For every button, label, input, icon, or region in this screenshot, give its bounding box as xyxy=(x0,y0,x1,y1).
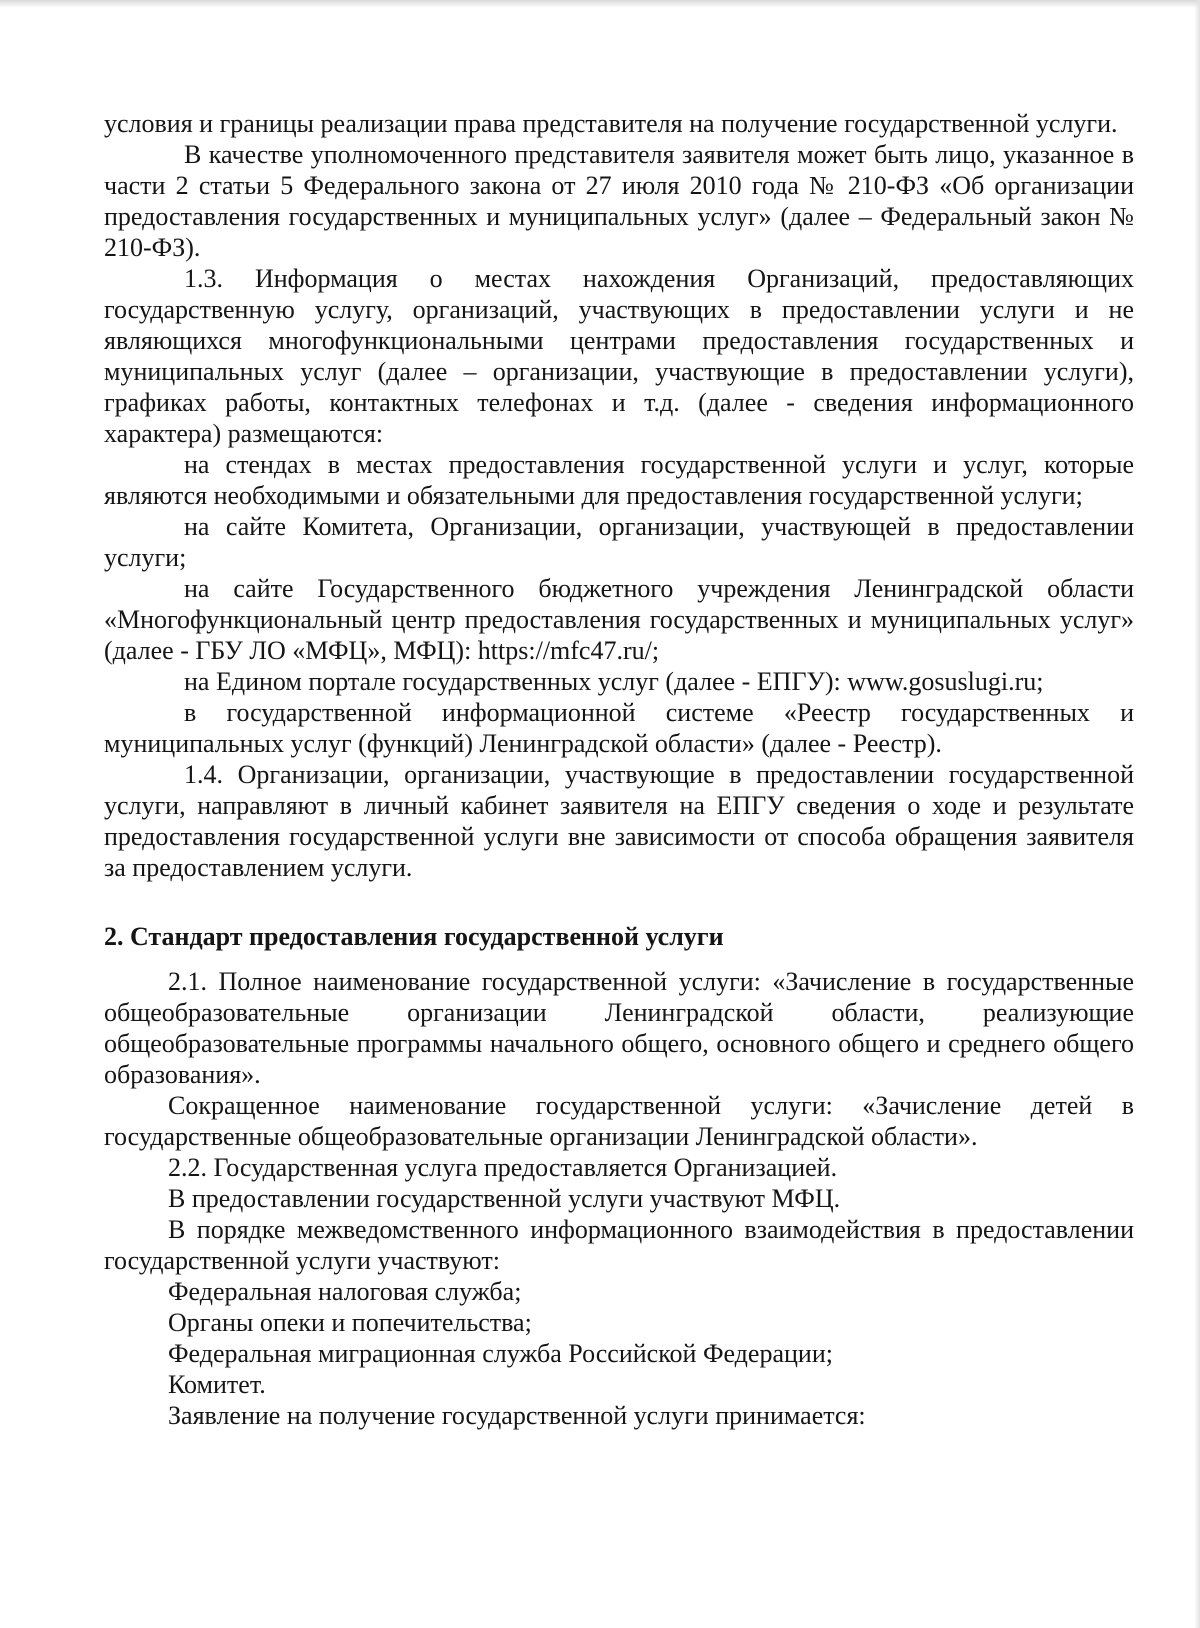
paragraph-authorized-representative: В качестве уполномоченного представителя заявителя может быть лицо, указанное в части 2 статьи 5 Федерального закона от 27 июля 2010 года № 210-ФЗ «Об организации предоставления государственных и муниципальных услуг» (далее – Федеральный закон № 210-ФЗ). xyxy=(104,140,1134,262)
paragraph-registry: в государственной информационной системе «Реестр государственных и муниципальных услуг (функций) Ленинградской области» (далее - Реестр). xyxy=(104,698,1134,758)
section-2-heading: 2. Стандарт предоставления государственной услуги xyxy=(104,922,724,951)
paragraph-mfc-participates: В предоставлении государственной услуги участвуют МФЦ. xyxy=(168,1184,841,1213)
paragraph-short-name: Сокращенное наименование государственной услуги: «Зачисление детей в государственные общеобразовательные организации Ленинградской области». xyxy=(104,1091,1134,1151)
document-page xyxy=(104,108,1134,1431)
paragraph-application-accepted: Заявление на получение государственной услуги принимается: xyxy=(168,1401,866,1430)
list-item-migration-service: Федеральная миграционная служба Российской Федерации; xyxy=(168,1339,833,1368)
scan-right-edge xyxy=(1194,0,1200,1628)
list-item-tax-service: Федеральная налоговая служба; xyxy=(168,1277,522,1306)
paragraph-2-1-full-name: 2.1. Полное наименование государственной услуги: «Зачисление в государственные общеобразовательные организации Ленинградской области, реализующие общеобразовательные программы начального общего, основного общего и среднего общего образования». xyxy=(104,967,1134,1089)
paragraph-2-2-provider: 2.2. Государственная услуга предоставляется Организацией. xyxy=(168,1153,838,1182)
paragraph-committee-site: на сайте Комитета, Организации, организации, участвующей в предоставлении услуги; xyxy=(104,512,1134,572)
paragraph-1-3-info-locations: 1.3. Информация о местах нахождения Организаций, предоставляющих государственную услугу, организаций, участвующих в предоставлении услуги и не являющихся многофункциональными центрами предоставления государственных и муниципальных услуг (далее – организации, участвующие в предоставлении услуги), графиках работы, контактных телефонах и т.д. (далее - сведения информационного характера) размещаются: xyxy=(104,264,1134,448)
scan-top-edge xyxy=(0,0,1200,8)
paragraph-mfc-site: на сайте Государственного бюджетного учреждения Ленинградской области «Многофункциональный центр предоставления государственных и муниципальных услуг» (далее - ГБУ ЛО «МФЦ», МФЦ): https://mfc47.ru/; xyxy=(104,574,1134,665)
paragraph-interagency: В порядке межведомственного информационного взаимодействия в предоставлении государственной услуги участвуют: xyxy=(104,1215,1134,1275)
list-item-guardianship: Органы опеки и попечительства; xyxy=(168,1308,532,1337)
paragraph-epgu-portal: на Едином портале государственных услуг (далее - ЕПГУ): www.gosuslugi.ru; xyxy=(184,667,1044,696)
paragraph-representative-limits: условия и границы реализации права представителя на получение государственной услуги. xyxy=(104,109,1118,138)
paragraph-stands: на стендах в местах предоставления государственной услуги и услуг, которые являются необходимыми и обязательными для предоставления государственной услуги; xyxy=(104,450,1134,510)
paragraph-1-4-notifications: 1.4. Организации, организации, участвующие в предоставлении государственной услуги, направляют в личный кабинет заявителя на ЕПГУ сведения о ходе и результате предоставления государственной услуги вне зависимости от способа обращения заявителя за предоставлением услуги. xyxy=(104,760,1134,882)
list-item-committee: Комитет. xyxy=(168,1370,266,1399)
